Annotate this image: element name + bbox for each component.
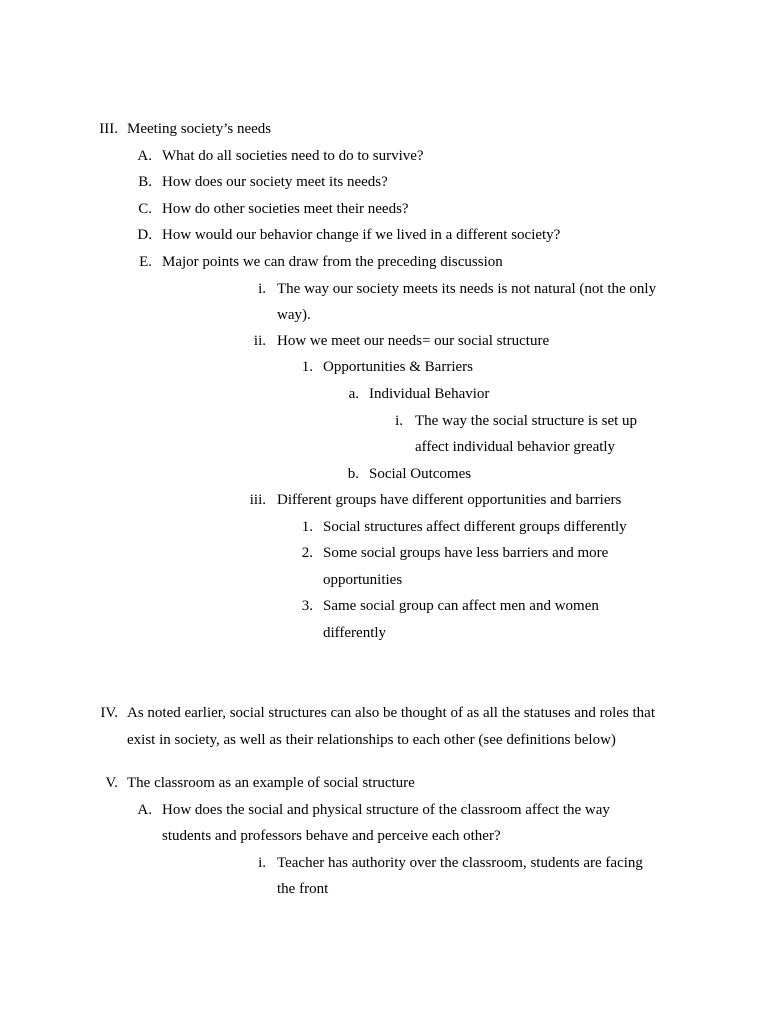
item-III-E-ii-text: How we meet our needs= our social structure [277, 333, 550, 349]
item-V-A-i-marker: i. [258, 855, 266, 871]
item-III-E-ii-1-text: Opportunities & Barriers [323, 359, 473, 375]
item-III-E-i-marker: i. [258, 281, 266, 297]
item-III-D-marker: D. [137, 227, 152, 243]
section-IV-marker: IV. [100, 705, 118, 721]
item-III-E-ii-1-b-marker: b. [347, 466, 359, 482]
item-III-E-ii-1-a-text: Individual Behavior [369, 386, 490, 402]
item-III-E-iii-2-marker: 2. [301, 545, 313, 561]
item-III-E-iii-3-line1: Same social group can affect men and women [323, 598, 599, 614]
item-III-E-ii-1-a-i-line2: affect individual behavior greatly [415, 439, 616, 455]
section-III-marker: III. [99, 121, 118, 137]
item-III-E-i-line2: way). [277, 307, 311, 323]
section-III-title: Meeting society’s needs [127, 121, 272, 137]
item-III-E-text: Major points we can draw from the preceding discussion [162, 254, 503, 270]
item-III-C-marker: C. [138, 201, 152, 217]
item-III-A-text: What do all societies need to do to survive? [162, 148, 424, 164]
section-IV-line2: exist in society, as well as their relationships to each other (see definitions below) [127, 732, 616, 748]
item-III-A-marker: A. [137, 148, 152, 164]
item-III-E-ii-marker: ii. [253, 333, 266, 349]
item-III-E-iii-2-line2: opportunities [323, 572, 403, 588]
item-III-E-ii-1-a-marker: a. [348, 386, 359, 402]
item-III-B-marker: B. [138, 174, 152, 190]
item-V-A-line1: How does the social and physical structure of the classroom affect the way [162, 802, 610, 818]
item-III-E-iii-1-text: Social structures affect different groups differently [323, 519, 627, 535]
item-III-E-iii-3-line2: differently [323, 625, 387, 641]
item-III-E-iii-text: Different groups have different opportunities and barriers [277, 492, 622, 508]
item-III-E-ii-1-b-text: Social Outcomes [369, 466, 472, 482]
item-III-E-iii-1-marker: 1. [301, 519, 313, 535]
item-III-C-text: How do other societies meet their needs? [162, 201, 409, 217]
item-III-E-iii-3-marker: 3. [301, 598, 313, 614]
item-III-E-iii-2-line1: Some social groups have less barriers and more [323, 545, 609, 561]
item-V-A-line2: students and professors behave and perceive each other? [162, 828, 501, 844]
item-V-A-marker: A. [137, 802, 152, 818]
item-V-A-i-line2: the front [277, 881, 329, 897]
item-III-D-text: How would our behavior change if we lived in a different society? [162, 227, 561, 243]
item-III-E-i-line1: The way our society meets its needs is not natural (not the only [277, 281, 657, 297]
section-IV-line1: As noted earlier, social structures can also be thought of as all the statuses and roles that [127, 705, 655, 721]
section-V-marker: V. [105, 775, 118, 791]
item-III-B-text: How does our society meet its needs? [162, 174, 388, 190]
item-III-E-marker: E. [139, 254, 152, 270]
item-III-E-iii-marker: iii. [249, 492, 266, 508]
item-III-E-ii-1-a-i-marker: i. [395, 413, 403, 429]
section-V-title: The classroom as an example of social structure [127, 775, 415, 791]
item-III-E-ii-1-marker: 1. [301, 359, 313, 375]
item-III-E-ii-1-a-i-line1: The way the social structure is set up [415, 413, 638, 429]
item-V-A-i-line1: Teacher has authority over the classroom, students are facing [277, 855, 643, 871]
